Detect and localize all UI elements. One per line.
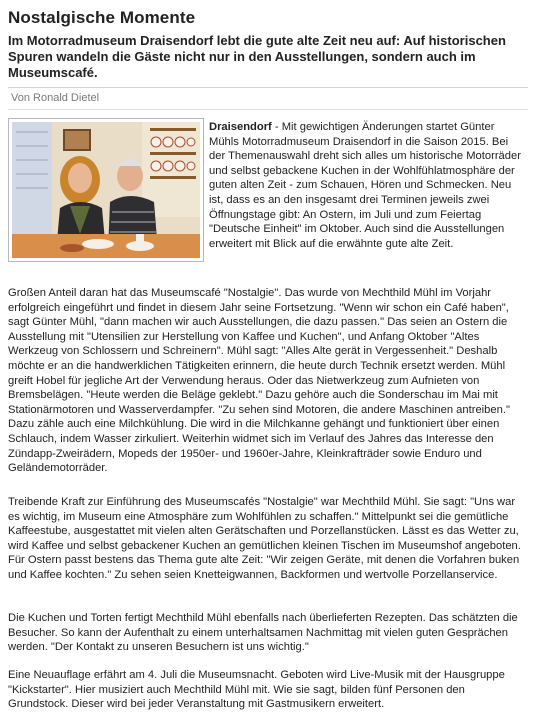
article-lead: Im Motorradmuseum Draisendorf lebt die gute alte Zeit neu auf: Auf historischen Spuren wandeln die Gäste nicht nur in den Ausstellungen, sondern auch im Museumscafé. (8, 33, 506, 80)
lede-section (8, 118, 528, 283)
divider (8, 109, 528, 110)
photo-illustration (12, 122, 200, 258)
body-paragraph-4: Eine Neuauflage erfährt am 4. Juli die Museumsnacht. Geboten wird Live-Musik mit der Hausgruppe "Kickstarter". Hier musiziert auch Mechthild Mühl mit. Wie sie sagt, bilden fünf Personen den Grundstock. Dieser wird bei jeder Veranstaltung mit Gastmusikern erweitert. (8, 669, 505, 711)
body-paragraph-3: Die Kuchen und Torten fertigt Mechthild Mühl ebenfalls nach überlieferten Rezepten. Das schätzten die Besucher. So kann der Aufenthalt zu einem unterhaltsamen Nachmittag mit vielen guten Gesprächen werden. "Der Kontakt zu unseren Besuchern ist uns wichtig." (8, 612, 518, 654)
lede-text: - Mit gewichtigen Änderungen startet Günter Mühls Motorradmuseum Draisendorf in die Saison 2015. Bei der Themenauswahl dreht sich alles um historische Motorräder und selbst gebackene Kuchen in der Wohlfühlatmosphäre der guten alten Zeit - zum Schauen, Hören und Schmecken. Neu ist, dass es an den insgesamt drei Terminen jeweils zwei Öffnungstage gibt: An Ostern, im Juli und zum Feiertag "Deutsche Einheit" im Oktober. Auch sind die Ausstellungen erweitert mit Blick auf die erwähnte gute alte Zeit. (209, 121, 521, 250)
article-byline: Von Ronald Dietel (11, 92, 100, 104)
body-paragraph-1: Großen Anteil daran hat das Museumscafé "Nostalgie". Das wurde von Mechthild Mühl im Vorjahr erfolgreich eingeführt und findet in diesem Jahr seine Fortsetzung. "Wenn wir schon ein Café haben", sagt Günter Mühl, "dann machen wir auch Ausstellungen, die dazu passen." Das seien an Ostern die Ausstellung mit "Utensilien zur Herstellung von Kaffee und Kuchen", und Anfang Oktober "Altes Werkzeug von Schlossern und Schreinern". Mühl sagt: "Alles Alte gerät in Vergessenheit." Deshalb möchte er an die handwerklichen Tätigkeiten erinnern, die heute durch Technik ersetzt werden. Mühl greift Hobel für jegliche Art der Verwendung heraus. Oder das Nietwerkzeug zum Aufnieten von Bremsbelägen. "Heute werden die Beläge geklebt." Dazu gehöre auch die Sonderschau im Mai mit Stationärmotoren und Wasserverdampfer. "Zu sehen sind Motoren, die andere Maschinen antreiben." Dazu zähle auch eine Milchkühlung. Die wird in die Milchkanne gehängt und funktioniert über einen Schlauch, indem Wasser zirkuliert. Weiterhin widmet sich im Verlauf des Jahres das Interesse den Zündapp-Zweirädern, Mopeds der 1950er- und 1960er-Jahre, Kleinkrafträder sowie Enduro und Geländemotorräder. (8, 287, 510, 475)
divider (8, 87, 528, 88)
lede-paragraph (209, 120, 527, 251)
article-headline: Nostalgische Momente (8, 8, 196, 27)
article-photo (8, 118, 204, 262)
body-paragraph-2: Treibende Kraft zur Einführung des Museumscafés "Nostalgie" war Mechthild Mühl. Sie sagt: "Uns war es wichtig, im Museum eine Atmosphäre zum Wohlfühlen zu schaffen." Mittelpunkt sei die gemütliche Kaffeestube, ausgestattet mit vielen alten Gerätschaften und Porzellanstücken. Lässt es das Wetter zu, wird Kaffee und selbst gebackener Kuchen an gemütlichen kleinen Tischen im Museumshof angeboten. Für Ostern passt bestens das Thema gute alte Zeit: "Wir zeigen Geräte, mit denen die Vorfahren buken und Kaffee kochten." Zu sehen seien Knetteigwannen, Backformen und wertvolle Porzellanservice. (8, 496, 521, 581)
lede-place: Draisendorf (209, 121, 272, 133)
